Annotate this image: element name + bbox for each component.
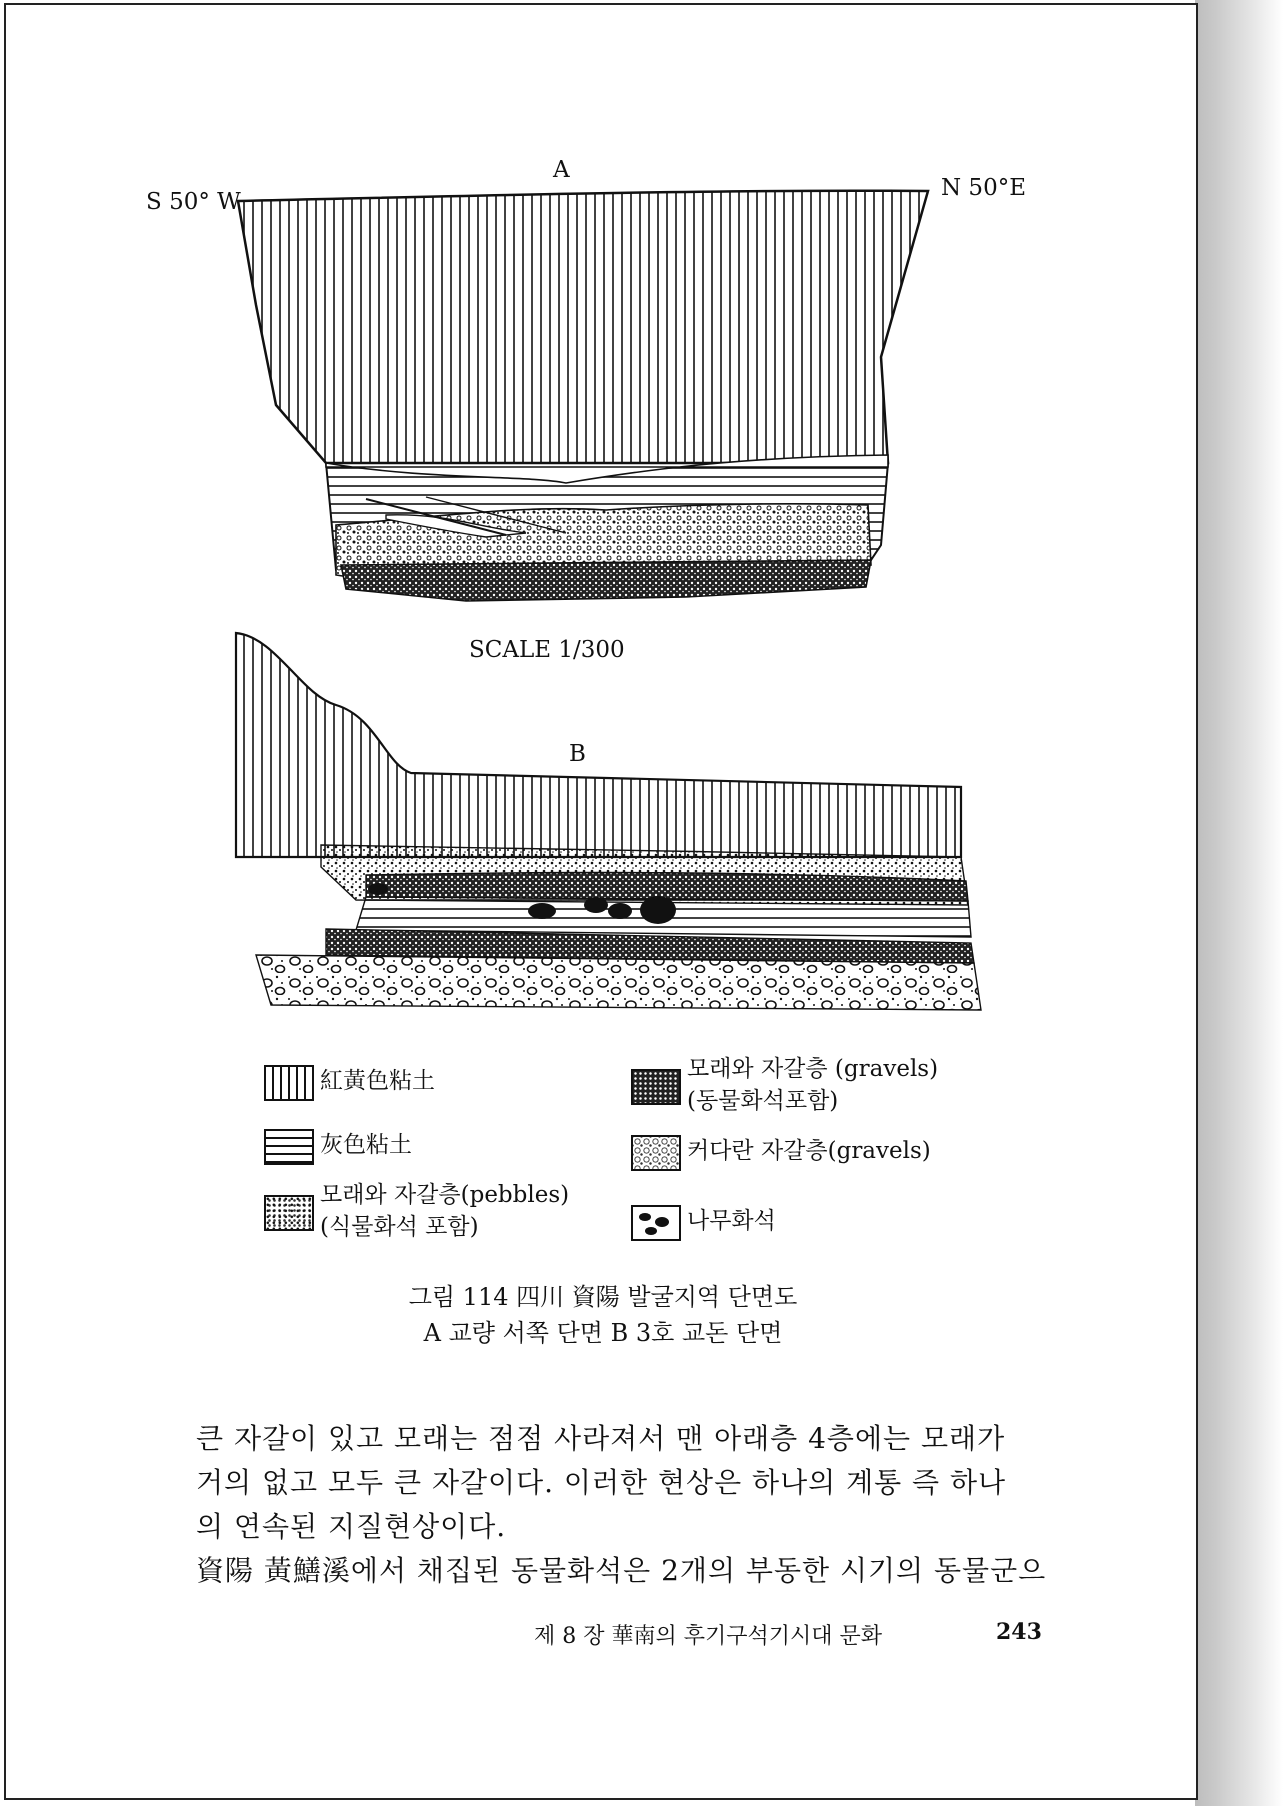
left-bearing-label: S 50° W [146,189,241,215]
section-b-label: B [569,741,586,767]
figure-caption-line-1: 그림 114 四川 資陽 발굴지역 단면도 [408,1283,798,1311]
legend-sand-pebbles [264,1179,569,1243]
section-a-profile [238,191,928,601]
vertical-hatch-swatch [264,1065,314,1101]
legend-label: 灰色粘土 [320,1132,412,1158]
figure-caption-line-2: A 교량 서쪽 단면 B 3호 교돈 단면 [423,1319,783,1347]
legend-label: 커다란 자갈층(gravels) [687,1138,931,1164]
horizontal-hatch-swatch [264,1129,314,1165]
body-text-line-1: 큰 자갈이 있고 모래는 점점 사라져서 맨 아래층 4층에는 모래가 [196,1422,1006,1455]
legend-sublabel: (동물화석포함) [687,1088,839,1114]
legend-gray-clay [264,1129,412,1165]
page-number: 243 [996,1619,1042,1645]
section-diagram [6,5,1200,1065]
legend-wood-fossil [631,1205,776,1241]
legend-red-yellow-clay [264,1065,435,1101]
legend-label: 나무화석 [687,1208,776,1234]
legend-large-gravels [631,1135,931,1171]
dense-swatch [631,1069,681,1105]
body-text-line-3: 의 연속된 지질현상이다. [196,1510,507,1543]
book-page [4,3,1198,1800]
body-text-line-2: 거의 없고 모두 큰 자갈이다. 이러한 현상은 하나의 계통 즉 하나 [196,1466,1007,1499]
dotted-swatch [264,1195,314,1231]
legend-sublabel: (식물화석 포함) [320,1214,479,1240]
legend-label: 모래와 자갈층(pebbles) [320,1182,570,1208]
body-text-line-4: 資陽 黃鱔溪에서 채집된 동물화석은 2개의 부동한 시기의 동물군으 [196,1554,1047,1587]
section-a-label: A [553,157,570,183]
page-edge-shadow [1195,0,1283,1806]
right-bearing-label: N 50°E [941,175,1026,201]
scale-label: SCALE 1/300 [469,637,625,663]
pebble-swatch [631,1135,681,1171]
legend-label: 모래와 자갈층 (gravels) [687,1056,939,1082]
legend-sand-gravels [631,1053,938,1117]
section-b-profile [236,633,981,1010]
running-footer-chapter: 제 8 장 華南의 후기구석기시대 문화 [534,1624,882,1649]
legend-label: 紅黃色粘土 [320,1068,435,1094]
wood-fossil-swatch [631,1205,681,1241]
